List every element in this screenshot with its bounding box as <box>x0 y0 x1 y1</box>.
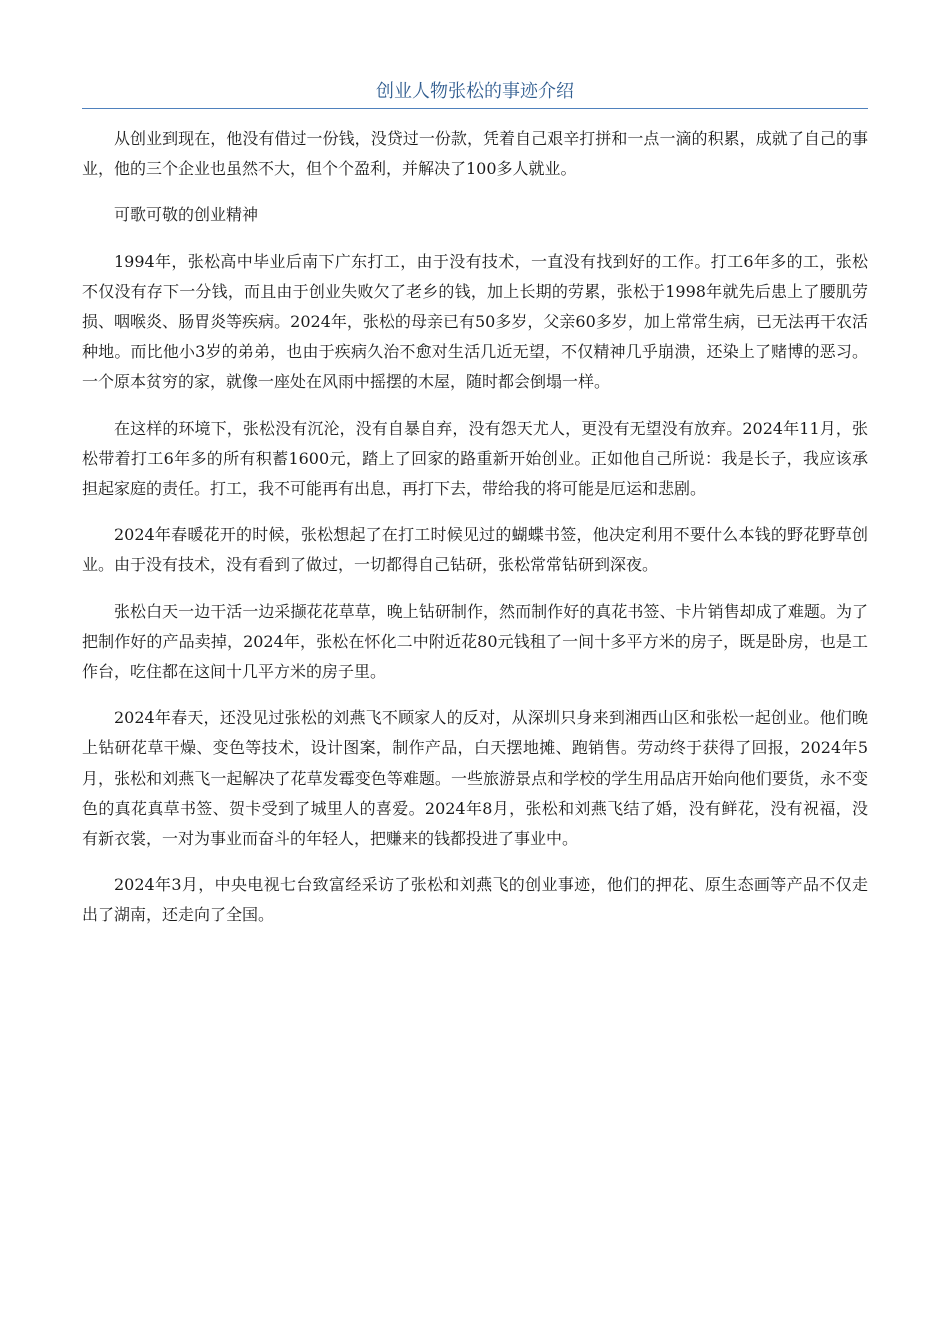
paragraph-1994: 1994年，张松高中毕业后南下广东打工，由于没有技术，一直没有找到好的工作。打工6年多的工，张松不仅没有存下一分钱，而且由于创业失败欠了老乡的钱，加上长期的劳累，张松于1998年就先后患上了腰肌劳损、咽喉炎、肠胃炎等疾病。2024年，张松的母亲已有50多岁，父亲60多岁，加上常常生病，已无法再干农活种地。而比他小3岁的弟弟，也由于疾病久治不愈对生活几近无望，不仅精神几乎崩溃，还染上了赌博的恶习。一个原本贫穷的家，就像一座处在风雨中摇摆的木屋，随时都会倒塌一样。 <box>82 251 868 392</box>
title-underline <box>82 108 868 109</box>
paragraph-return-home: 在这样的环境下，张松没有沉沦，没有自暴自弃，没有怨天尤人，更没有无望没有放弃。2024年11月，张松带着打工6年多的所有积蓄1600元，踏上了回家的路重新开始创业。正如他自己所说：我是长子，我应该承担起家庭的责任。打工，我不可能再有出息，再打下去，带给我的将可能是厄运和悲剧。 <box>82 418 868 499</box>
paragraph-cctv: 2024年3月，中央电视七台致富经采访了张松和刘燕飞的创业事迹，他们的押花、原生态画等产品不仅走出了湖南，还走向了全国。 <box>82 875 868 925</box>
paragraph-rented-room: 张松白天一边干活一边采撷花花草草，晚上钻研制作，然而制作好的真花书签、卡片销售却成了难题。为了把制作好的产品卖掉，2024年，张松在怀化二中附近花80元钱租了一间十多平方米的房子，既是卧房，也是工作台，吃住都在这间十几平方米的房子里。 <box>82 601 868 682</box>
paragraph-liu-yanfei: 2024年春天，还没见过张松的刘燕飞不顾家人的反对，从深圳只身来到湘西山区和张松一起创业。他们晚上钻研花草干燥、变色等技术，设计图案，制作产品，白天摆地摊、跑销售。劳动终于获得了回报，2024年5月，张松和刘燕飞一起解决了花草发霉变色等难题。一些旅游景点和学校的学生用品店开始向他们要货，永不变色的真花真草书签、贺卡受到了城里人的喜爱。2024年8月，张松和刘燕飞结了婚，没有鲜花，没有祝福，没有新衣裳，一对为事业而奋斗的年轻人，把赚来的钱都投进了事业中。 <box>82 708 868 849</box>
section-heading: 可歌可敬的创业精神 <box>114 205 259 225</box>
document-title: 创业人物张松的事迹介绍 <box>376 81 574 102</box>
paragraph-bookmark-idea: 2024年春暖花开的时候，张松想起了在打工时候见过的蝴蝶书签，他决定利用不要什么本钱的野花野草创业。由于没有技术，没有看到了做过，一切都得自己钻研，张松常常钻研到深夜。 <box>82 525 868 575</box>
paragraph-intro: 从创业到现在，他没有借过一份钱，没贷过一份款，凭着自己艰辛打拼和一点一滴的积累，成就了自己的事业，他的三个企业也虽然不大，但个个盈利，并解决了100多人就业。 <box>82 129 868 179</box>
document-body <box>82 124 868 931</box>
document-page <box>82 78 868 947</box>
